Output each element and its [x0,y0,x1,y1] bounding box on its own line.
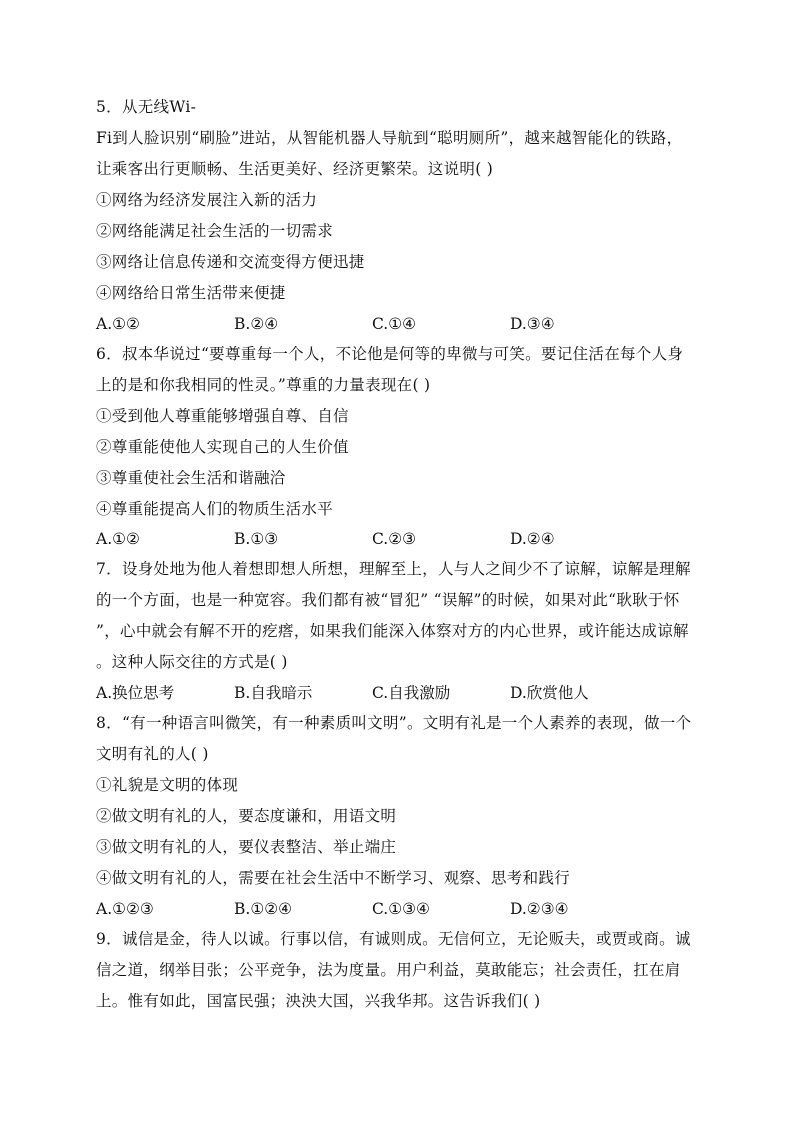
q6-statement-2: ②尊重能使他人实现自己的人生价值 [96,438,349,456]
q5-stem-line-3: 让乘客出行更顺畅、生活更美好、经济更繁荣。这说明( ) [96,160,494,178]
q8-statement-1: ①礼貌是文明的体现 [96,776,239,794]
q5-option-a: A.①② [96,315,140,333]
q8-stem-line-1: 8．“有一种语言叫微笑，有一种素质叫文明”。文明有礼是一个人素养的表现，做一个 [96,714,692,732]
q7-stem-line-1: 7．设身处地为他人着想即想人所想，理解至上，人与人之间少不了谅解，谅解是理解 [96,560,691,578]
q7-option-c: C.自我激励 [372,684,451,702]
q5-stem-line-2: Fi到人脸识别“刷脸”进站，从智能机器人导航到“聪明厕所”，越来越智能化的铁路， [96,129,683,147]
q5-statement-1: ①网络为经济发展注入新的活力 [96,191,318,209]
q8-statement-2: ②做文明有礼的人，要态度谦和，用语文明 [96,807,397,825]
q6-stem-line-2: 上的是和你我相同的性灵。”尊重的力量表现在( ) [96,376,431,394]
q7-option-b: B.自我暗示 [234,684,313,702]
q7-option-a: A.换位思考 [96,684,175,702]
q5-statement-3: ③网络让信息传递和交流变得方便迅捷 [96,253,365,271]
q7-option-d: D.欣赏他人 [510,684,589,702]
q6-option-d: D.②④ [510,530,555,548]
q5-statement-4: ④网络给日常生活带来便捷 [96,284,286,302]
q7-stem-line-2: 的一个方面，也是一种宽容。我们都有被“冒犯” “误解”的时候，如果对此“耿耿于怀 [96,591,680,609]
q5-stem-line-1: 5．从无线Wi- [96,98,197,116]
q8-option-c: C.①③④ [372,900,430,918]
q5-option-b: B.②④ [234,315,279,333]
q7-stem-line-4: 。这种人际交往的方式是( ) [96,653,288,671]
q8-stem-line-2: 文明有礼的人( ) [96,745,209,763]
q6-option-a: A.①② [96,530,140,548]
q6-option-c: C.②③ [372,530,417,548]
q9-stem-line-3: 上。惟有如此，国富民强；泱泱大国，兴我华邦。这告诉我们( ) [96,992,541,1010]
q8-option-b: B.①②④ [234,900,293,918]
q5-statement-2: ②网络能满足社会生活的一切需求 [96,222,334,240]
q6-statement-1: ①受到他人尊重能够增强自尊、自信 [96,407,349,425]
q6-stem-line-1: 6．叔本华说过“要尊重每一个人，不论他是何等的卑微与可笑。要记住活在每个人身 [96,345,684,363]
q6-option-b: B.①③ [234,530,279,548]
q6-statement-4: ④尊重能提高人们的物质生活水平 [96,500,334,518]
q8-statement-3: ③做文明有礼的人，要仪表整洁、举止端庄 [96,838,397,856]
q5-option-d: D.③④ [510,315,555,333]
q7-stem-line-3: ”，心中就会有解不开的疙瘩，如果我们能深入体察对方的内心世界，或许能达成谅解 [96,622,689,640]
q9-stem-line-1: 9．诚信是金，待人以诚。行事以信，有诚则成。无信何立，无论贩夫，或贾或商。诚 [96,930,691,948]
q9-stem-line-2: 信之道，纲举目张；公平竞争，法为度量。用户利益，莫敢能忘；社会责任，扛在肩 [96,961,681,979]
q8-statement-4: ④做文明有礼的人，需要在社会生活中不断学习、观察、思考和践行 [96,869,571,887]
q8-option-d: D.②③④ [510,900,569,918]
q8-option-a: A.①②③ [96,900,154,918]
q5-option-c: C.①④ [372,315,417,333]
q6-statement-3: ③尊重使社会生活和谐融洽 [96,469,286,487]
